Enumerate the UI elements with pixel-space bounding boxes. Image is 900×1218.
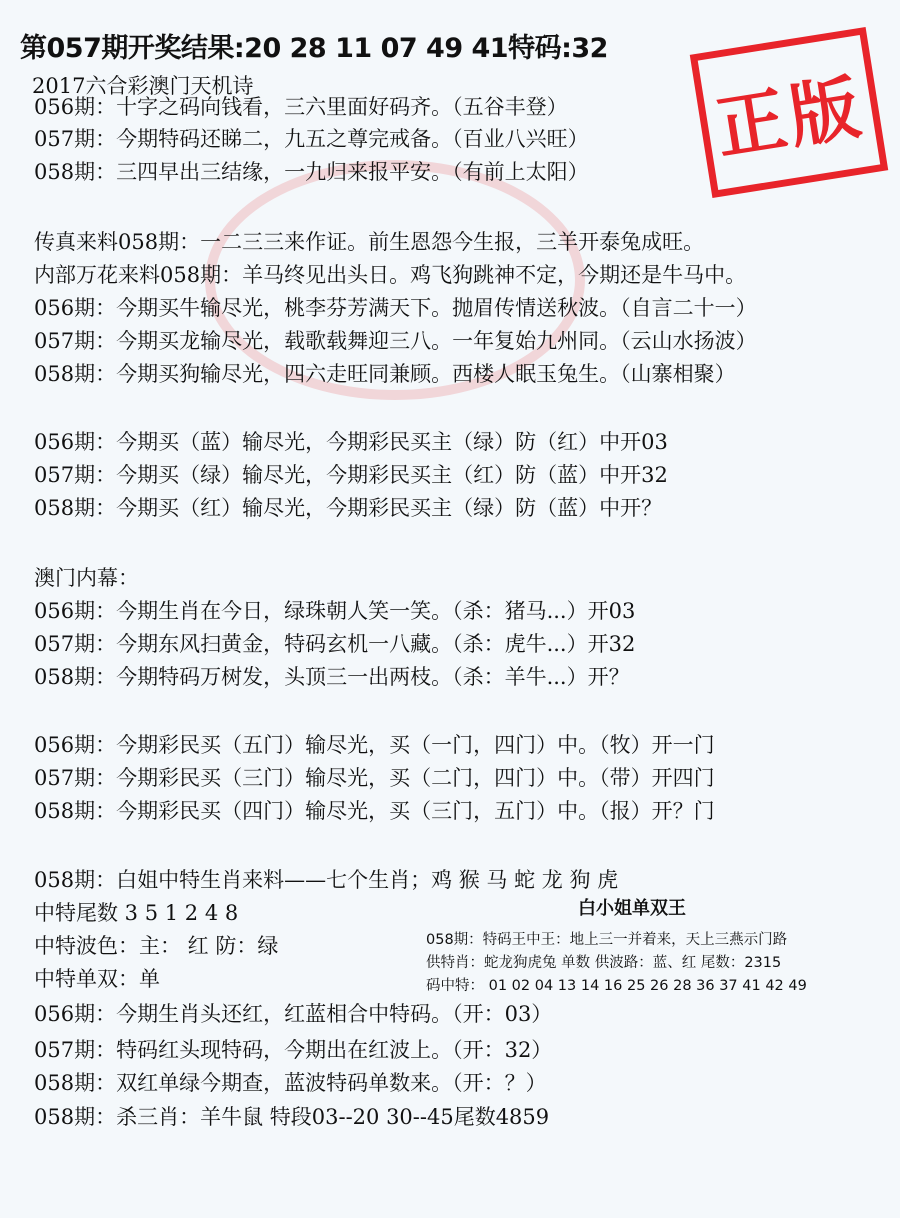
text-line: 056期：今期买牛输尽光，桃李芬芳满天下。抛眉传情送秋波。（自言二十一）: [34, 296, 757, 320]
text-line: 057期：今期买（绿）输尽光，今期彩民买主（红）防（蓝）中开32: [34, 463, 668, 487]
text-line: 058期：今期买（红）输尽光，今期彩民买主（绿）防（蓝）中开？: [34, 496, 663, 520]
text-line: 057期：今期彩民买（三门）输尽光，买（二门，四门）中。（带）开四门: [34, 766, 715, 790]
text-line: 056期：今期买（蓝）输尽光，今期彩民买主（绿）防（红）中开03: [34, 430, 668, 454]
genuine-stamp: 正版: [690, 27, 888, 198]
text-line: 中特单双：单: [34, 967, 160, 991]
text-line: 中特尾数 3 5 1 2 4 8: [34, 901, 239, 925]
text-line: 澳门内幕：: [34, 566, 139, 590]
box-title: 白小姐单双王: [578, 898, 686, 919]
text-line: 056期：十字之码向钱看，三六里面好码齐。（五谷丰登）: [34, 95, 568, 119]
text-line: 057期：今期买龙输尽光，载歌载舞迎三八。一年复始九州同。（云山水扬波）: [34, 329, 757, 353]
text-line: 058期：杀三肖：羊牛鼠 特段03--20 30--45尾数4859: [34, 1105, 550, 1129]
text-line: 中特波色：主： 红 防：绿: [34, 934, 279, 958]
text-line: 058期：三四早出三结缘，一九归来报平安。（有前上太阳）: [34, 160, 589, 184]
text-line: 056期：今期彩民买（五门）输尽光，买（一门，四门）中。（牧）开一门: [34, 733, 715, 757]
subtitle: 2017六合彩澳门天机诗: [32, 74, 254, 98]
text-line: 057期：今期特码还睇二，九五之尊完戒备。（百业八兴旺）: [34, 127, 589, 151]
draw-result-header: 第057期开奖结果:20 28 11 07 49 41特码:32: [20, 33, 608, 64]
text-line: 058期：双红单绿今期查，蓝波特码单数来。（开：？）: [34, 1071, 547, 1095]
text-line: 056期：今期生肖在今日，绿珠朝人笑一笑。（杀：猪马...）开03: [34, 599, 636, 623]
text-line: 056期：今期生肖头还红，红蓝相合中特码。（开：03）: [34, 1002, 553, 1026]
text-line: 传真来料058期：一二三三来作证。前生恩怨今生报，三羊开泰兔成旺。: [34, 230, 705, 254]
box-line: 码中特： 01 02 04 13 14 16 25 26 28 36 37 41 42 49: [426, 978, 807, 994]
text-line: 058期：今期买狗输尽光，四六走旺同兼顾。西楼人眠玉兔生。（山寨相聚）: [34, 362, 736, 386]
text-line: 内部万花来料058期：羊马终见出头日。鸡飞狗跳神不定，今期还是牛马中。: [34, 263, 747, 287]
box-line: 供特肖：蛇龙狗虎兔 单数 供波路：蓝、红 尾数：2315: [426, 955, 782, 971]
text-line: 058期：白姐中特生肖来料——七个生肖；鸡 猴 马 蛇 龙 狗 虎: [34, 868, 619, 892]
box-line: 058期：特码王中王：地上三一并着来，天上三燕示门路: [426, 932, 788, 948]
text-line: 058期：今期彩民买（四门）输尽光，买（三门，五门）中。（报）开？门: [34, 799, 715, 823]
text-line: 058期：今期特码万树发，头顶三一出两枝。（杀：羊牛...）开？: [34, 665, 630, 689]
text-line: 057期：今期东风扫黄金，特码玄机一八藏。（杀：虎牛...）开32: [34, 632, 636, 656]
text-line: 057期：特码红头现特码，今期出在红波上。（开：32）: [34, 1038, 553, 1062]
